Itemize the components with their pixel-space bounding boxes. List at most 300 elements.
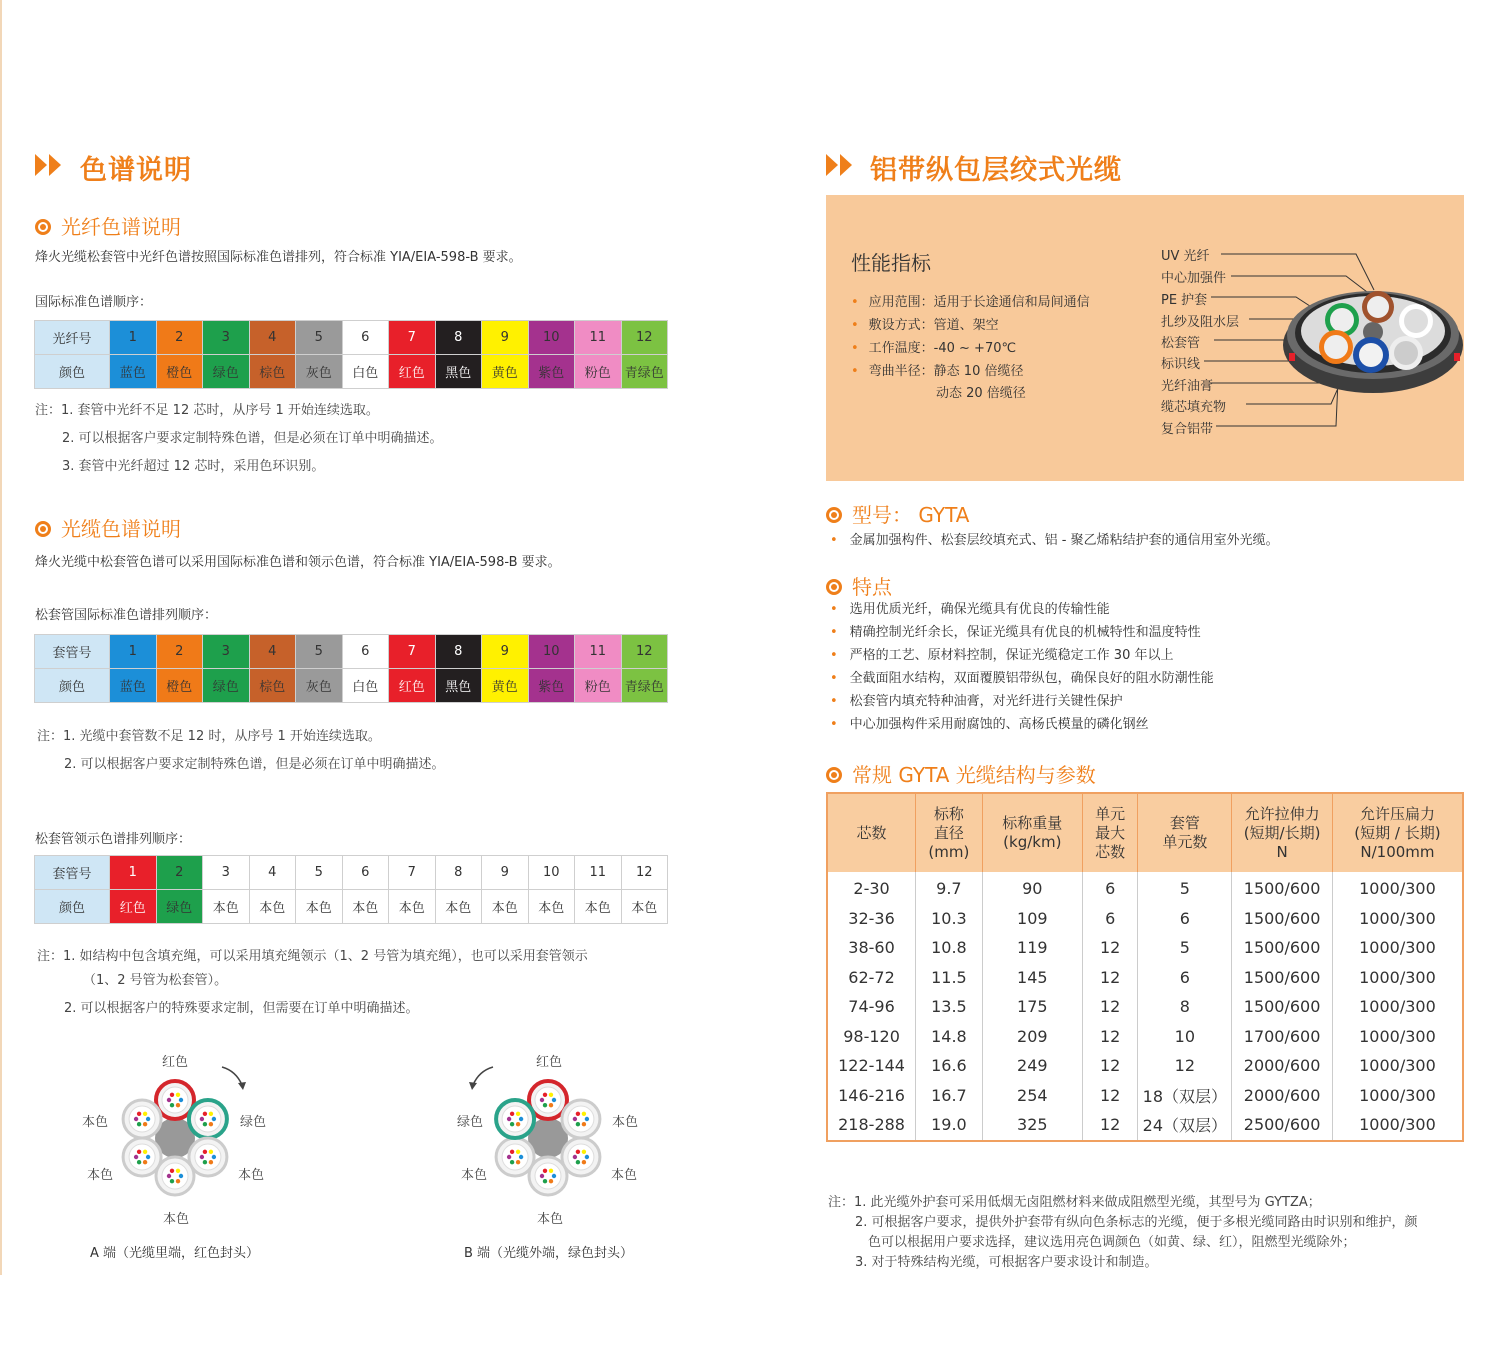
fiber-dot	[549, 1179, 553, 1183]
color-cell: 绿色	[203, 355, 250, 389]
number-cell: 12	[621, 635, 668, 669]
fiber-dot	[507, 1117, 511, 1121]
spec-row	[827, 1022, 1463, 1052]
spec-row	[827, 1051, 1463, 1081]
fiber-dot	[176, 1169, 180, 1173]
fiber-table-label: 国际标准色谱顺序：	[35, 295, 153, 310]
perf-item: • 工作温度：-40 ~ +70℃	[851, 341, 1017, 356]
diagram-b-label-top: 红色	[536, 1055, 563, 1070]
performance-title: 性能指标	[851, 251, 931, 275]
spec-cell: 98-120	[843, 1026, 900, 1046]
number-cell: 8	[435, 635, 482, 669]
fiber-dot	[212, 1155, 216, 1159]
spec-cell: 74-96	[848, 997, 895, 1017]
part-label: 扎纱及阻水层	[1161, 315, 1240, 330]
number-cell: 3	[203, 635, 250, 669]
fiber-heading: 光纤色谱说明	[35, 211, 181, 240]
spec-cell: 5	[1138, 933, 1232, 963]
number-cell: 1	[110, 856, 157, 890]
spec-cell: 12	[1082, 992, 1137, 1022]
fiber-dot	[576, 1112, 580, 1116]
spec-cell: 1000/300	[1332, 1051, 1463, 1081]
spec-header-cell: 套管 单元数	[1138, 793, 1232, 872]
fiber-dot	[167, 1098, 171, 1102]
spec-cell: 14.8	[916, 1022, 983, 1052]
color-cell: 黄色	[482, 669, 529, 703]
cable-desc: 烽火光缆中松套管色谱可以采用国际标准色谱和领示色谱，符合标准 YIA/EIA-598-B 要求。	[35, 555, 561, 570]
color-cell: 黑色	[435, 669, 482, 703]
rotation-arrow-icon	[473, 1067, 493, 1085]
spec-cell: 1000/300	[1332, 1022, 1463, 1052]
spec-cell: 90	[982, 872, 1082, 904]
header-cell-number: 套管号	[35, 635, 110, 669]
spec-cell: 119	[982, 933, 1082, 963]
spec-cell: 12	[1082, 933, 1137, 963]
features-list	[830, 598, 1214, 736]
spec-cell: 1000/300	[1332, 963, 1463, 993]
spec-cell: 1000/300	[1332, 904, 1463, 934]
diagram-a-label-top: 红色	[162, 1055, 189, 1070]
fiber-dot	[179, 1174, 183, 1178]
page-edge-line	[0, 0, 2, 1275]
spec-cell: 18（双层）	[1138, 1081, 1232, 1111]
color-cell: 青绿色	[621, 355, 668, 389]
spec-header-cell: 芯数	[827, 793, 916, 872]
number-cell: 7	[389, 635, 436, 669]
fiber-dot	[137, 1150, 141, 1154]
diagram-a-caption: A 端（光缆里端，红色封头）	[90, 1246, 260, 1261]
spec-cell: 5	[1138, 872, 1232, 904]
bullet-circle-icon	[826, 507, 842, 523]
spec-cell: 1500/600	[1232, 933, 1333, 963]
fiber-dot	[573, 1155, 577, 1159]
number-cell: 12	[621, 856, 668, 890]
fiber-notes	[35, 397, 443, 481]
model-heading: 型号： GYTA	[826, 499, 969, 528]
color-cell: 本色	[621, 890, 668, 924]
fiber-dot	[576, 1122, 580, 1126]
number-cell: 6	[342, 635, 389, 669]
number-cell: 8	[435, 321, 482, 355]
fiber-dot	[143, 1112, 147, 1116]
note-line: 2. 可以根据客户要求定制特殊色谱，但是必须在订单中明确描述。	[64, 757, 445, 772]
pilot-notes	[37, 943, 588, 1023]
color-cell: 紫色	[528, 669, 575, 703]
spec-cell: 12	[1138, 1051, 1232, 1081]
spec-cell: 6	[1082, 904, 1137, 934]
spec-cell: 1500/600	[1232, 904, 1333, 934]
fiber-dot	[543, 1169, 547, 1173]
color-cell: 青绿色	[621, 669, 668, 703]
note-line: 色可以根据用户要求选择，建议选用亮色调颜色（如黄、绿、红），阻燃型光缆除外；	[868, 1235, 1356, 1250]
cable-table-label: 松套管国际标准色谱排列顺序：	[35, 608, 218, 623]
features-heading: 特点	[826, 571, 892, 600]
note-line: 2. 可以根据客户要求定制特殊色谱，但是必须在订单中明确描述。	[62, 431, 443, 446]
spec-row	[827, 872, 1463, 904]
feature-item: • 选用优质光纤，确保光缆具有优良的传输性能	[830, 602, 1110, 617]
fiber-dot	[146, 1117, 150, 1121]
fiber-dot	[573, 1117, 577, 1121]
diagram-a-cross-section	[70, 1045, 290, 1220]
part-label: UV 光纤	[1161, 249, 1210, 264]
color-cell: 蓝色	[110, 355, 157, 389]
fiber-dot	[510, 1112, 514, 1116]
fiber-dot	[549, 1093, 553, 1097]
bullet-circle-icon	[35, 219, 51, 235]
feature-item: • 严格的工艺、原材料控制，保证光缆稳定工作 30 年以上	[830, 648, 1174, 663]
fiber-dot	[576, 1150, 580, 1154]
diagram-a-label-left-lower: 本色	[87, 1168, 114, 1183]
spec-cell: 9.7	[916, 872, 983, 904]
cable-cross-section-illustration	[826, 195, 1464, 481]
color-cell: 棕色	[249, 669, 296, 703]
fiber-dot	[576, 1160, 580, 1164]
fiber-dot	[143, 1150, 147, 1154]
color-cell: 红色	[389, 355, 436, 389]
fiber-dot	[516, 1150, 520, 1154]
spec-header-cell: 允许拉伸力 (短期/长期) N	[1232, 793, 1333, 872]
part-label: 中心加强件	[1161, 271, 1227, 286]
diagram-b-cross-section	[443, 1045, 663, 1220]
number-cell: 5	[296, 635, 343, 669]
spec-cell: 19.0	[916, 1110, 983, 1141]
diagram-a-label-right: 绿色	[240, 1115, 267, 1130]
fiber-dot	[212, 1117, 216, 1121]
cable-notes	[37, 723, 445, 779]
note-line: 2. 可根据客户要求，提供外护套带有纵向色条标志的光缆，便于多根光缆同路由时识别和维护，颜	[855, 1215, 1418, 1230]
number-cell: 12	[621, 321, 668, 355]
note-line: 3. 对于特殊结构光缆，可根据客户要求设计和制造。	[855, 1255, 1158, 1270]
fiber-dot	[209, 1122, 213, 1126]
spec-cell: 2500/600	[1232, 1110, 1333, 1141]
spec-cell: 6	[1082, 872, 1137, 904]
color-cell: 本色	[389, 890, 436, 924]
spec-cell: 10.3	[916, 904, 983, 934]
spec-cell: 12	[1082, 1081, 1137, 1111]
fiber-dot	[134, 1117, 138, 1121]
spec-cell: 1000/300	[1332, 992, 1463, 1022]
bullet-circle-icon	[35, 521, 51, 537]
header-cell-color: 颜色	[35, 355, 110, 389]
spec-cell: 1000/300	[1332, 933, 1463, 963]
double-arrow-icon	[826, 152, 856, 178]
model-desc: • 金属加强构件、松套层绞填充式、铝 - 聚乙烯粘结护套的通信用室外光缆。	[830, 533, 1279, 548]
color-cell: 本色	[575, 890, 622, 924]
fiber-dot	[582, 1122, 586, 1126]
fiber-dot	[585, 1155, 589, 1159]
spec-cell: 12	[1082, 1051, 1137, 1081]
fiber-dot	[176, 1179, 180, 1183]
fiber-dot	[203, 1122, 207, 1126]
fiber-dot	[170, 1103, 174, 1107]
color-cell: 绿色	[156, 890, 203, 924]
fiber-dot	[510, 1122, 514, 1126]
fiber-dot	[170, 1169, 174, 1173]
perf-item: • 弯曲半径：静态 10 倍缆径	[851, 364, 1024, 379]
fiber-dot	[543, 1179, 547, 1183]
spec-cell: 175	[982, 992, 1082, 1022]
color-cell: 白色	[342, 355, 389, 389]
fiber-dot	[582, 1112, 586, 1116]
fiber-dot	[143, 1160, 147, 1164]
header-cell-color: 颜色	[35, 669, 110, 703]
color-cell: 红色	[110, 890, 157, 924]
part-label: 松套管	[1161, 336, 1201, 351]
fiber-dot	[543, 1093, 547, 1097]
header-cell-number: 套管号	[35, 856, 110, 890]
feature-item: • 松套管内填充特种油膏，对光纤进行关键性保护	[830, 694, 1123, 709]
part-label: 标识线	[1161, 357, 1201, 372]
note-line: 注：1. 套管中光纤不足 12 芯时，从序号 1 开始连续选取。	[35, 403, 379, 418]
spec-cell: 38-60	[848, 938, 895, 958]
spec-heading: 常规 GYTA 光缆结构与参数	[826, 759, 1096, 788]
color-cell: 本色	[342, 890, 389, 924]
spec-cell: 62-72	[848, 967, 895, 987]
fiber-dot	[167, 1174, 171, 1178]
header-cell-number: 光纤号	[35, 321, 110, 355]
spec-cell: 1000/300	[1332, 1081, 1463, 1111]
spec-cell: 1000/300	[1332, 1110, 1463, 1141]
fiber-dot	[203, 1112, 207, 1116]
number-cell: 3	[203, 856, 250, 890]
section-title-color-spectrum: 色谱说明	[80, 155, 192, 186]
perf-item: • 应用范围：适用于长途通信和局间通信	[851, 295, 1090, 310]
spec-header-cell: 标称 直径 (mm)	[916, 793, 983, 872]
spec-cell: 145	[982, 963, 1082, 993]
fiber-dot	[137, 1160, 141, 1164]
part-label: PE 护套	[1161, 293, 1208, 308]
fiber-dot	[519, 1155, 523, 1159]
spec-cell: 254	[982, 1081, 1082, 1111]
color-cell: 本色	[528, 890, 575, 924]
spec-cell: 109	[982, 904, 1082, 934]
number-cell: 8	[435, 856, 482, 890]
spec-header-cell: 标称重量 (kg/km)	[982, 793, 1082, 872]
section-title-cable: 铝带纵包层绞式光缆	[870, 155, 1122, 186]
fiber-color-table	[34, 320, 668, 389]
number-cell: 7	[389, 856, 436, 890]
number-cell: 5	[296, 856, 343, 890]
fiber-dot	[170, 1179, 174, 1183]
fiber-dot	[176, 1093, 180, 1097]
performance-panel	[826, 195, 1464, 481]
fiber-dot	[137, 1122, 141, 1126]
color-cell: 本色	[203, 890, 250, 924]
spec-cell: 1500/600	[1232, 963, 1333, 993]
color-cell: 紫色	[528, 355, 575, 389]
fiber-dot	[209, 1160, 213, 1164]
fiber-dot	[540, 1174, 544, 1178]
fiber-dot	[552, 1098, 556, 1102]
spec-cell: 1700/600	[1232, 1022, 1333, 1052]
bullet-circle-icon	[826, 767, 842, 783]
spec-cell: 16.7	[916, 1081, 983, 1111]
number-cell: 9	[482, 856, 529, 890]
spec-row	[827, 933, 1463, 963]
spec-cell: 12	[1082, 963, 1137, 993]
double-arrow-icon	[35, 152, 65, 178]
cable-heading: 光缆色谱说明	[35, 513, 181, 542]
note-line: 2. 可以根据客户的特殊要求定制，但需要在订单中明确描述。	[64, 1001, 419, 1016]
fiber-desc: 烽火光缆松套管中光纤色谱按照国际标准色谱排列，符合标准 YIA/EIA-598-B 要求。	[35, 250, 522, 265]
note-line: 3. 套管中光纤超过 12 芯时，采用色环识别。	[62, 459, 325, 474]
number-cell: 10	[528, 321, 575, 355]
spec-row	[827, 904, 1463, 934]
number-cell: 3	[203, 321, 250, 355]
diagram-b-label-right-upper: 本色	[612, 1115, 639, 1130]
diagram-b-label-right-lower: 本色	[611, 1168, 638, 1183]
header-cell-color: 颜色	[35, 890, 110, 924]
fiber-dot	[176, 1103, 180, 1107]
cable-color-table	[34, 634, 668, 703]
rotation-arrow-icon	[222, 1067, 242, 1085]
fiber-dot	[203, 1160, 207, 1164]
spec-cell: 1500/600	[1232, 872, 1333, 904]
spec-cell: 13.5	[916, 992, 983, 1022]
number-cell: 2	[156, 635, 203, 669]
number-cell: 1	[110, 635, 157, 669]
spec-cell: 2000/600	[1232, 1081, 1333, 1111]
spec-cell: 209	[982, 1022, 1082, 1052]
fiber-dot	[549, 1103, 553, 1107]
fiber-dot	[549, 1169, 553, 1173]
color-cell: 黄色	[482, 355, 529, 389]
fiber-dot	[179, 1098, 183, 1102]
color-cell: 本色	[296, 890, 343, 924]
fiber-dot	[200, 1155, 204, 1159]
spec-row	[827, 992, 1463, 1022]
color-cell: 粉色	[575, 669, 622, 703]
note-line: （1、2 号管为松套管）。	[83, 973, 228, 988]
spec-cell: 122-144	[838, 1056, 905, 1076]
color-cell: 橙色	[156, 355, 203, 389]
number-cell: 9	[482, 635, 529, 669]
color-cell: 灰色	[296, 355, 343, 389]
spec-cell: 10.8	[916, 933, 983, 963]
diagram-b-label-left: 绿色	[457, 1115, 484, 1130]
note-line: 注：1. 此光缆外护套可采用低烟无卤阻燃材料来做成阻燃型光缆，其型号为 GYTZA；	[828, 1195, 1321, 1210]
diagram-b-label-left-lower: 本色	[461, 1168, 488, 1183]
fiber-dot	[134, 1155, 138, 1159]
color-cell: 本色	[482, 890, 529, 924]
number-cell: 10	[528, 856, 575, 890]
diagram-b-caption: B 端（光缆外端，绿色封头）	[464, 1246, 634, 1261]
fiber-dot	[582, 1160, 586, 1164]
fiber-dot	[552, 1174, 556, 1178]
number-cell: 5	[296, 321, 343, 355]
number-cell: 11	[575, 856, 622, 890]
color-cell: 红色	[389, 669, 436, 703]
fiber-dot	[516, 1112, 520, 1116]
fiber-dot	[510, 1150, 514, 1154]
number-cell: 1	[110, 321, 157, 355]
number-cell: 11	[575, 635, 622, 669]
spec-cell: 16.6	[916, 1051, 983, 1081]
note-line: 注：1. 如结构中包含填充绳，可以采用填充绳领示（1、2 号管为填充绳），也可以采用套管领示	[37, 949, 588, 964]
diagram-a-label-bottom: 本色	[163, 1212, 190, 1227]
number-cell: 11	[575, 321, 622, 355]
note-line: 注：1. 光缆中套管数不足 12 时，从序号 1 开始连续选取。	[37, 729, 381, 744]
number-cell: 4	[249, 635, 296, 669]
spec-row	[827, 963, 1463, 993]
spec-cell: 1000/300	[1332, 872, 1463, 904]
part-label: 光纤油膏	[1161, 379, 1214, 394]
spec-cell: 2-30	[853, 879, 890, 899]
color-cell: 本色	[249, 890, 296, 924]
spec-cell: 2000/600	[1232, 1051, 1333, 1081]
fiber-dot	[209, 1150, 213, 1154]
fiber-dot	[507, 1155, 511, 1159]
fiber-dot	[543, 1103, 547, 1107]
spec-cell: 325	[982, 1110, 1082, 1141]
fiber-dot	[540, 1098, 544, 1102]
spec-cell: 8	[1138, 992, 1232, 1022]
diagram-a	[70, 1045, 290, 1235]
fiber-dot	[146, 1155, 150, 1159]
part-label: 缆芯填充物	[1161, 400, 1227, 415]
color-cell: 橙色	[156, 669, 203, 703]
color-cell: 棕色	[249, 355, 296, 389]
number-cell: 6	[342, 856, 389, 890]
color-cell: 灰色	[296, 669, 343, 703]
pilot-color-table	[34, 855, 668, 924]
diagram-b	[443, 1045, 663, 1235]
number-cell: 2	[156, 856, 203, 890]
spec-cell: 12	[1082, 1022, 1137, 1052]
fiber-dot	[209, 1112, 213, 1116]
fiber-dot	[200, 1117, 204, 1121]
spec-header-cell: 允许压扁力 (短期 / 长期) N/100mm	[1332, 793, 1463, 872]
fiber-dot	[203, 1150, 207, 1154]
fiber-dot	[170, 1093, 174, 1097]
spec-cell: 6	[1138, 963, 1232, 993]
color-cell: 粉色	[575, 355, 622, 389]
fiber-dot	[516, 1160, 520, 1164]
spec-cell: 146-216	[838, 1085, 905, 1105]
spec-cell: 10	[1138, 1022, 1232, 1052]
spec-cell: 249	[982, 1051, 1082, 1081]
spec-cell: 1500/600	[1232, 992, 1333, 1022]
fiber-dot	[585, 1117, 589, 1121]
spec-row	[827, 1110, 1463, 1141]
number-cell: 7	[389, 321, 436, 355]
spec-cell: 6	[1138, 904, 1232, 934]
spec-cell: 12	[1082, 1110, 1137, 1141]
bullet-circle-icon	[826, 579, 842, 595]
color-cell: 本色	[435, 890, 482, 924]
diagram-b-label-bottom: 本色	[537, 1212, 564, 1227]
number-cell: 4	[249, 321, 296, 355]
fiber-dot	[137, 1112, 141, 1116]
spec-cell: 11.5	[916, 963, 983, 993]
fiber-dot	[582, 1150, 586, 1154]
diagram-a-label-left-upper: 本色	[82, 1115, 109, 1130]
number-cell: 9	[482, 321, 529, 355]
feature-item: • 精确控制光纤余长，保证光缆具有优良的机械特性和温度特性	[830, 625, 1201, 640]
color-cell: 绿色	[203, 669, 250, 703]
number-cell: 6	[342, 321, 389, 355]
perf-item: 动态 20 倍缆径	[936, 386, 1026, 401]
spec-cell: 218-288	[838, 1115, 905, 1135]
color-cell: 白色	[342, 669, 389, 703]
color-cell: 蓝色	[110, 669, 157, 703]
fiber-dot	[519, 1117, 523, 1121]
part-label: 复合铝带	[1161, 422, 1214, 437]
fiber-dot	[516, 1122, 520, 1126]
spec-cell: 32-36	[848, 908, 895, 928]
spec-table	[826, 792, 1464, 1142]
fiber-dot	[143, 1122, 147, 1126]
